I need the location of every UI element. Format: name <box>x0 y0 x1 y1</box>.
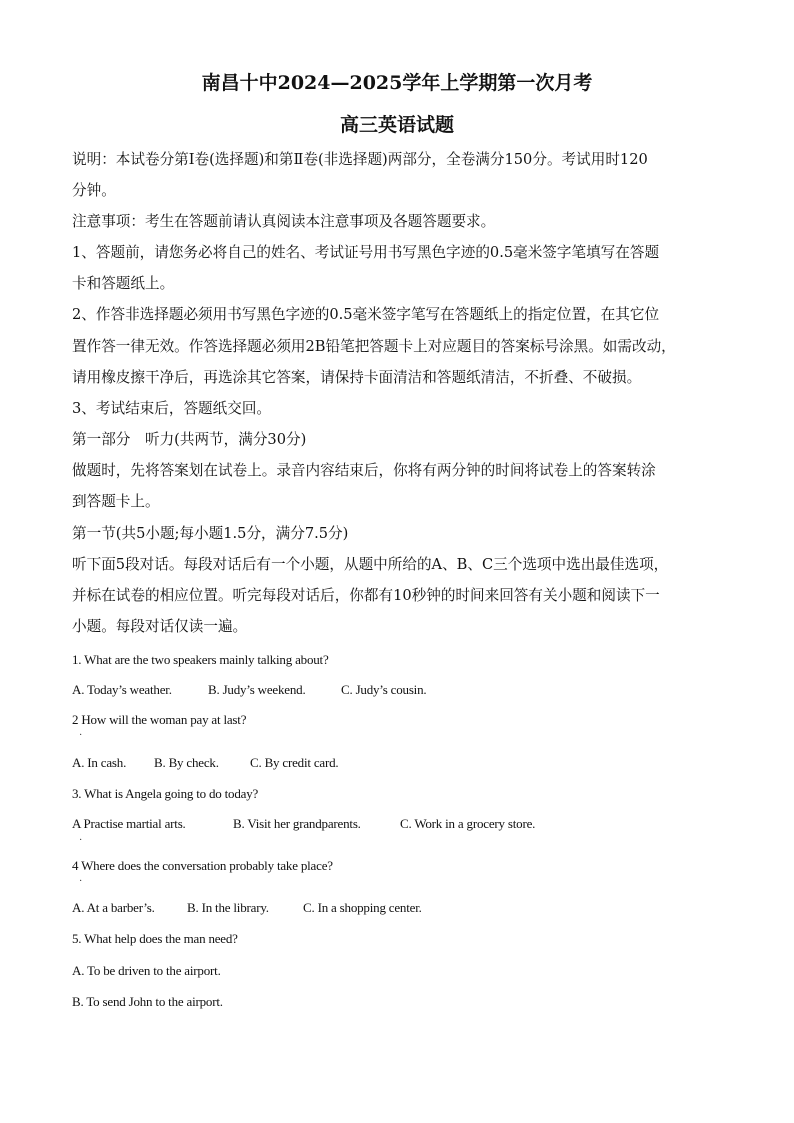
question-2-option-b: B. By check. <box>154 755 219 770</box>
question-5-option-a: A. To be driven to the airport. <box>72 963 221 978</box>
question-4-stem: 4 Where does the conversation probably take place? <box>72 858 333 873</box>
question-1-option-c: C. Judy’s cousin. <box>341 682 427 697</box>
question-4-options <box>72 898 422 918</box>
item2-line-1: 2、作答非选择题必须用书写黑色字迹的0.5毫米签字笔写在答题纸上的指定位置，在其它位 <box>72 306 660 323</box>
note-line-2: 分钟。 <box>72 182 116 199</box>
question-3-options <box>72 814 535 834</box>
question-5-option-b: B. To send John to the airport. <box>72 994 223 1009</box>
section1-heading: 第一节(共5小题;每小题1.5分，满分7.5分) <box>72 525 349 542</box>
item1-line-1: 1、答题前，请您务必将自己的姓名、考试证号用书写黑色字迹的0.5毫米签字笔填写在答题 <box>72 244 660 261</box>
question-1-stem: 1. What are the two speakers mainly talking about? <box>72 652 329 667</box>
question-4-option-c: C. In a shopping center. <box>303 900 422 915</box>
part1-heading: 第一部分 听力(共两节，满分30分) <box>72 431 307 448</box>
section1-line-2: 并标在试卷的相应位置。听完每段对话后，你都有10秒钟的时间来回答有关小题和阅读下一 <box>72 587 660 604</box>
question-4-option-a: A. At a barber’s. <box>72 900 155 915</box>
section1-line-3: 小题。每段对话仅读一遍。 <box>72 618 248 635</box>
question-2-options <box>72 753 338 773</box>
item3-line: 3、考试结束后，答题纸交回。 <box>72 400 272 417</box>
question-1-option-a: A. Today’s weather. <box>72 682 172 697</box>
item1-line-2: 卡和答题纸上。 <box>72 275 175 292</box>
stray-mark: · <box>79 876 83 887</box>
question-5-stem: 5. What help does the man need? <box>72 931 238 946</box>
question-3-option-a: A Practise martial arts. <box>72 816 186 831</box>
item2-line-3: 请用橡皮擦干净后，再选涂其它答案，请保持卡面清洁和答题纸清洁，不折叠、不破损。 <box>72 369 642 386</box>
question-3-option-c: C. Work in a grocery store. <box>400 816 536 831</box>
question-2-option-a: A. In cash. <box>72 755 127 770</box>
question-2-option-c: C. By credit card. <box>250 755 339 770</box>
exam-subtitle: 高三英语试题 <box>339 114 454 136</box>
part1-desc-line-2: 到答题卡上。 <box>72 493 160 510</box>
question-4-option-b: B. In the library. <box>187 900 269 915</box>
exam-title: 南昌十中2024—2025学年上学期第一次月考 <box>201 72 593 94</box>
stray-mark: · <box>79 835 83 846</box>
question-3-option-b: B. Visit her grandparents. <box>233 816 361 831</box>
note-line-1: 说明：本试卷分第Ⅰ卷(选择题)和第Ⅱ卷(非选择题)两部分，全卷满分150分。考试用时120 <box>72 151 648 168</box>
stray-mark: · <box>79 730 83 741</box>
question-3-stem: 3. What is Angela going to do today? <box>72 786 259 801</box>
attention-line: 注意事项：考生在答题前请认真阅读本注意事项及各题答题要求。 <box>72 213 496 230</box>
question-1-option-b: B. Judy’s weekend. <box>208 682 306 697</box>
item2-line-2: 置作答一律无效。作答选择题必须用2B铅笔把答题卡上对应题目的答案标号涂黑。如需改动， <box>72 338 676 355</box>
question-2-stem: 2 How will the woman pay at last? <box>72 712 247 727</box>
section1-line-1: 听下面5段对话。每段对话后有一个小题，从题中所给的A、B、C三个选项中选出最佳选项， <box>72 556 669 573</box>
question-1-options <box>72 680 426 700</box>
part1-desc-line-1: 做题时，先将答案划在试卷上。录音内容结束后，你将有两分钟的时间将试卷上的答案转涂 <box>72 462 656 479</box>
